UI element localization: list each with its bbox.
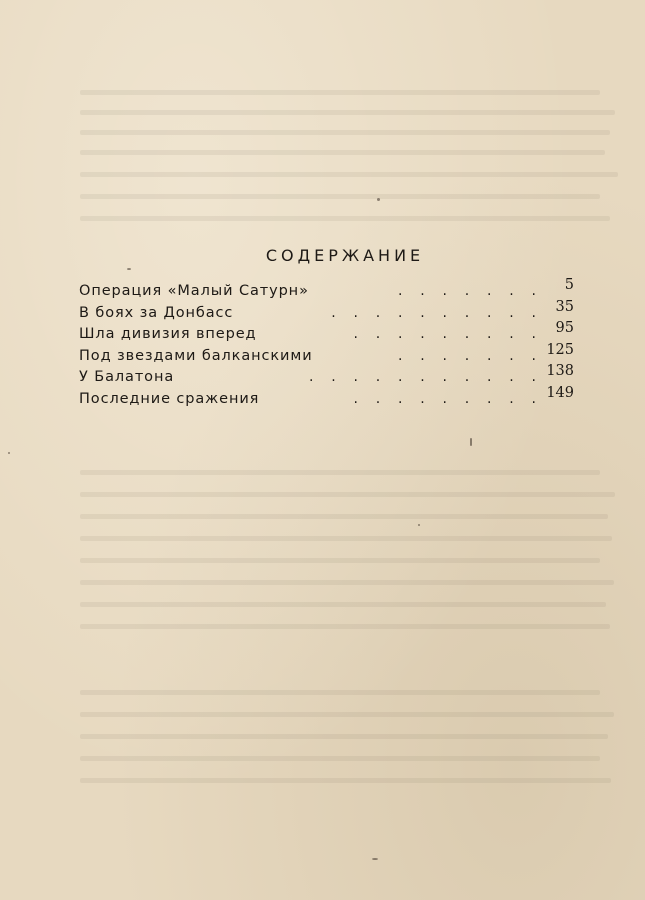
- toc-entry-page: 95: [555, 320, 574, 337]
- show-through-line: [80, 734, 608, 739]
- toc-entry: [79, 341, 574, 368]
- toc-entry-page: 5: [564, 277, 574, 293]
- ink-speck: [377, 198, 380, 201]
- toc-entry-title: Последние сражения: [79, 390, 260, 407]
- show-through-line: [80, 90, 600, 95]
- toc-entry-page: 125: [546, 341, 574, 358]
- show-through-line: [80, 756, 600, 761]
- toc-entry-title: У Балатона: [79, 369, 175, 386]
- toc-heading: СОДЕРЖАНИЕ: [265, 246, 425, 265]
- dot-leader: . . . . . . .: [398, 283, 536, 299]
- dot-leader: . . . . . . . . . . .: [309, 369, 536, 386]
- toc-entry-title: В боях за Донбасс: [79, 304, 234, 321]
- show-through-line: [80, 778, 611, 783]
- toc-entry: [79, 277, 574, 303]
- table-of-contents: [79, 277, 574, 411]
- toc-entry: [79, 320, 574, 346]
- show-through-line: [80, 194, 600, 199]
- dot-leader: . . . . . . .: [398, 347, 536, 364]
- dot-leader: . . . . . . . . .: [353, 326, 536, 343]
- show-through-line: [80, 690, 600, 695]
- toc-entry-title: Под звездами балканскими: [79, 347, 313, 364]
- show-through-line: [80, 130, 610, 135]
- toc-entry-page: 149: [546, 384, 574, 401]
- show-through-line: [80, 514, 608, 519]
- show-through-line: [80, 492, 615, 497]
- show-through-line: [80, 624, 610, 629]
- toc-entry: [79, 363, 574, 389]
- ink-speck: [470, 438, 472, 446]
- ink-speck: [127, 268, 131, 270]
- toc-entry-title: Операция «Малый Сатурн»: [79, 283, 309, 299]
- show-through-line: [80, 602, 606, 607]
- show-through-line: [80, 470, 600, 475]
- ink-speck: [372, 858, 378, 860]
- show-through-line: [80, 558, 600, 563]
- show-through-line: [80, 216, 610, 221]
- dot-leader: . . . . . . . . . .: [331, 304, 536, 321]
- show-through-line: [80, 712, 614, 717]
- toc-entry-page: 138: [546, 363, 574, 380]
- dot-leader: . . . . . . . . .: [353, 390, 536, 407]
- toc-entry-page: 35: [555, 298, 574, 315]
- show-through-line: [80, 150, 605, 155]
- toc-entry: [79, 384, 574, 411]
- ink-speck: [8, 452, 10, 454]
- show-through-line: [80, 110, 615, 115]
- show-through-line: [80, 172, 618, 177]
- show-through-line: [80, 580, 614, 585]
- toc-entry: [79, 298, 574, 325]
- ink-speck: [418, 524, 420, 526]
- toc-entry-title: Шла дивизия вперед: [79, 326, 257, 343]
- show-through-line: [80, 536, 612, 541]
